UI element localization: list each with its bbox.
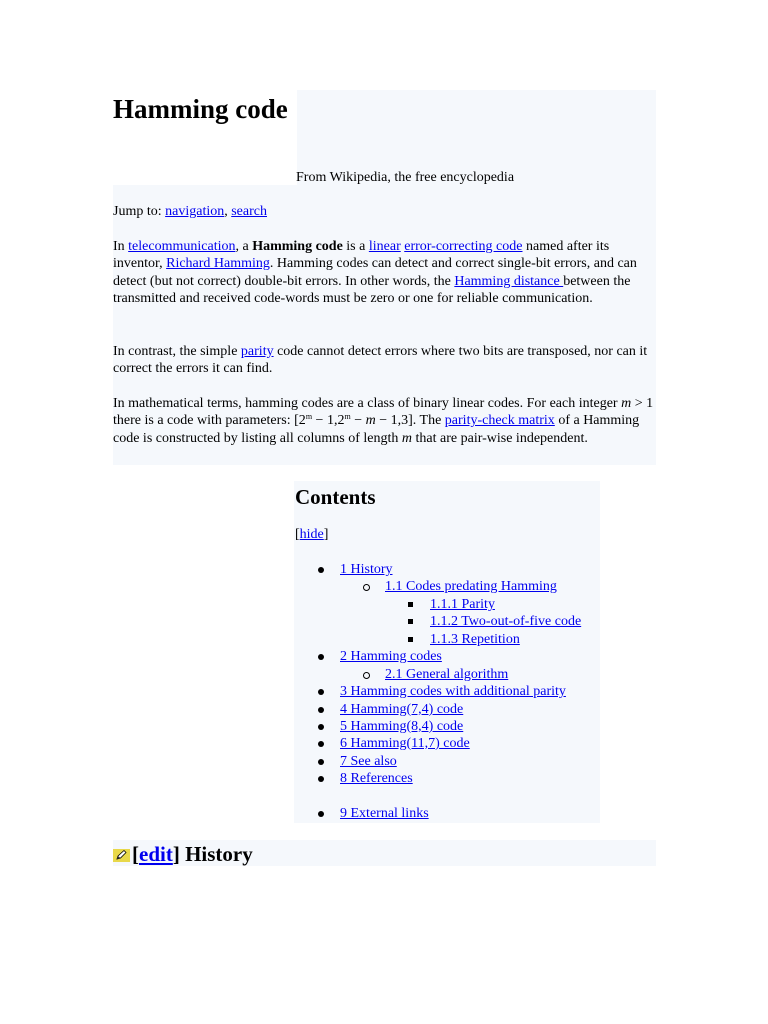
- toc-bullet: [408, 619, 413, 624]
- toc-item[interactable]: 1.1 Codes predating Hamming: [385, 579, 557, 594]
- text: > 1 there is a code with parameters: [2: [113, 396, 654, 429]
- math-var: m: [365, 413, 376, 429]
- toc-item[interactable]: 1.1.3 Repetition: [430, 632, 520, 647]
- parity-check-matrix-link[interactable]: parity-check matrix: [444, 413, 555, 429]
- bracket: [: [295, 527, 300, 542]
- bracket: ]: [172, 842, 180, 866]
- edit-history-link[interactable]: edit: [139, 842, 173, 866]
- toc-bullet: [318, 724, 324, 730]
- text: In mathematical terms, hamming codes are a class of binary linear codes. For each integer: [113, 396, 622, 411]
- error-correcting-code-link[interactable]: error-correcting code: [404, 239, 523, 254]
- text: In contrast, the simple: [113, 344, 241, 359]
- toc-bullet: [318, 689, 324, 695]
- toc-bullet: [363, 584, 370, 591]
- math-paragraph: [113, 395, 656, 447]
- toc-bullet: [318, 707, 324, 713]
- toc-item[interactable]: 1.1.2 Two-out-of-five code: [430, 614, 582, 629]
- superscript: m: [344, 412, 351, 422]
- bracket: [: [132, 842, 139, 866]
- site-tagline: From Wikipedia, the free encyclopedia: [296, 170, 515, 185]
- toc-title: Contents: [295, 485, 376, 509]
- section-title: History: [179, 842, 253, 866]
- toc-bullet: [408, 602, 413, 607]
- text: − 1,3]. The: [375, 413, 445, 429]
- table-of-contents: [294, 481, 600, 823]
- toc-hide-link[interactable]: hide: [299, 527, 324, 542]
- toc-bullet: [318, 654, 324, 660]
- telecommunication-link[interactable]: telecommunication: [128, 239, 236, 254]
- toc-item[interactable]: 9 External links: [340, 806, 429, 821]
- toc-item[interactable]: 5 Hamming(8,4) code: [340, 719, 464, 734]
- toc-bullet: [318, 811, 324, 817]
- toc-bullet: [363, 672, 370, 679]
- text: that are pair-wise independent.: [412, 430, 588, 446]
- toc-bullet: [318, 759, 324, 765]
- text: between the transmitted and received code-words must be zero or one for reliable communication.: [113, 273, 631, 307]
- jump-to-links: [113, 203, 656, 220]
- text: is a: [342, 239, 369, 254]
- math-var: m: [401, 430, 413, 446]
- toc-item[interactable]: 6 Hamming(11,7) code: [340, 736, 470, 751]
- hamming-distance-link[interactable]: Hamming distance: [454, 273, 564, 289]
- text: − 1,2: [312, 413, 345, 429]
- text: named after its inventor,: [113, 239, 610, 272]
- intro-paragraph: [113, 238, 656, 308]
- toc-item[interactable]: 8 References: [340, 771, 413, 786]
- toc-bullet: [318, 776, 324, 782]
- text: . Hamming codes can detect and correct single-bit errors, and can detect (but not correct) double-bit errors. In other words, the: [113, 256, 637, 289]
- toc-bullet: [318, 741, 324, 747]
- toc-item[interactable]: 4 Hamming(7,4) code: [340, 702, 464, 717]
- jump-separator: ,: [224, 204, 232, 219]
- toc-bullet: [318, 567, 324, 573]
- toc-item[interactable]: 1.1.1 Parity: [430, 597, 495, 612]
- search-link[interactable]: search: [231, 204, 267, 219]
- parity-paragraph: [113, 343, 656, 378]
- toc-bullet: [408, 637, 413, 642]
- superscript: m: [305, 412, 313, 422]
- text: In: [113, 239, 129, 254]
- toc-item[interactable]: 3 Hamming codes with additional parity: [340, 684, 566, 699]
- section-heading-history: [113, 840, 253, 868]
- navigation-link[interactable]: navigation: [165, 204, 225, 219]
- linear-link[interactable]: linear: [368, 239, 401, 254]
- text: −: [350, 413, 366, 429]
- parity-link[interactable]: parity: [240, 344, 274, 359]
- math-var: m: [621, 396, 632, 411]
- term-bold: Hamming code: [252, 239, 343, 254]
- bracket: ]: [323, 527, 329, 542]
- toc-item[interactable]: 2 Hamming codes: [340, 649, 442, 664]
- toc-item[interactable]: 1 History: [340, 562, 393, 577]
- toc-item[interactable]: 7 See also: [340, 754, 397, 769]
- text: of a Hamming code is constructed by listing all columns of length: [113, 413, 640, 446]
- pencil-icon[interactable]: [113, 849, 130, 862]
- jump-prefix: Jump to:: [113, 204, 166, 219]
- text: , a: [235, 239, 253, 254]
- page-title: Hamming code: [113, 94, 288, 124]
- toc-item[interactable]: 2.1 General algorithm: [385, 667, 509, 682]
- richard-hamming-link[interactable]: Richard Hamming: [166, 256, 270, 272]
- toc-toggle: [295, 526, 328, 544]
- text: code cannot detect errors where two bits are transposed, nor can it correct the errors it can find.: [113, 344, 648, 377]
